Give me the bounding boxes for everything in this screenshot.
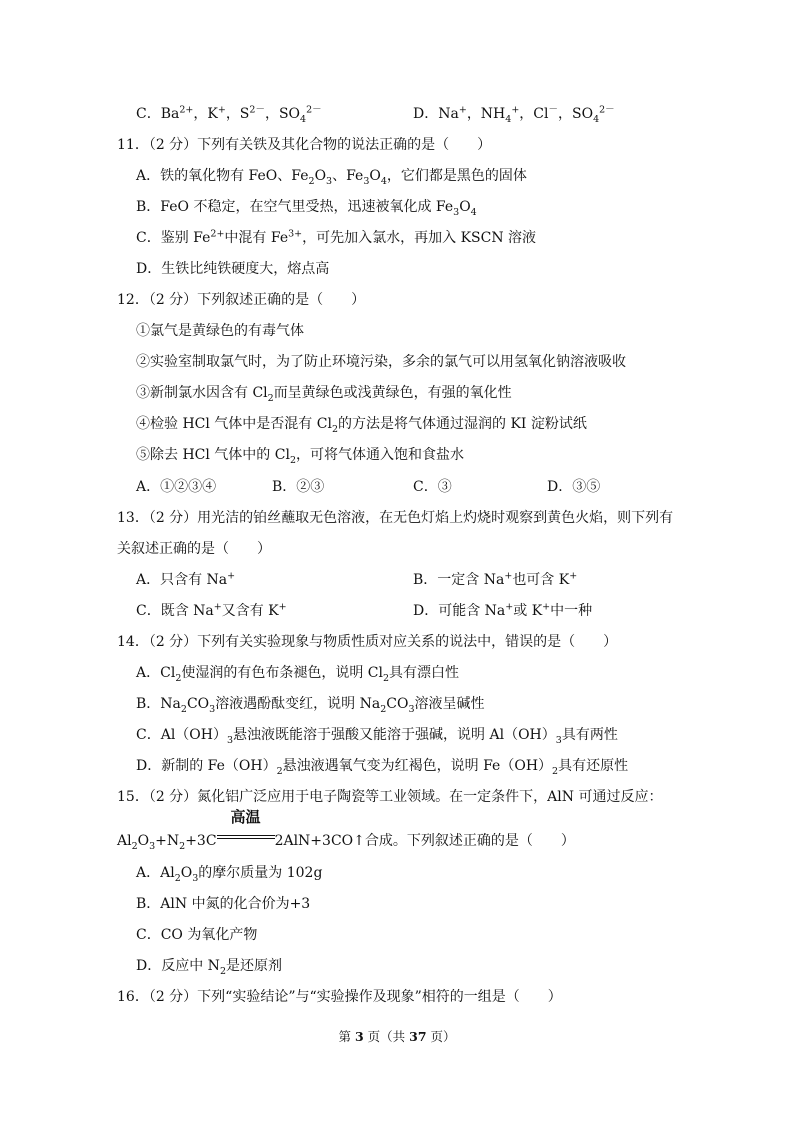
question-13-option-d: D．可能含 Na+或 K+中一种 [413,601,593,619]
page-total: 37 [409,1029,427,1044]
question-12-statement-2: ②实验室制取氯气时，为了防止环境污染，多余的氯气可以用氢氧化钠溶液吸收 [136,354,626,370]
question-13-stem-cont: 关叙述正确的是（ ） [117,541,271,557]
question-12-statement-3: ③新制氯水因含有 $Cl_2$而呈黄绿色或浅黄绿色，有强的氧化性 [136,385,512,404]
question-13-stem: 13．（2 分）用光洁的铂丝蘸取无色溶液，在无色灯焰上灼烧时观察到黄色火焰，则下列有 [117,510,674,526]
question-14-option-c: C．$Al(OH)_3$悬浊液既能溶于强酸又能溶于强碱，说明 $Al(OH)_3$具有两性 [136,727,618,746]
option-c-prev: C．$Ba^{2+}$，K+，$S^{2-}$，$SO_4^{2-}$ [136,104,322,125]
question-12-statement-4: ④检验 HCl 气体中是否混有 $Cl_2$的方法是将气体通过湿润的 KI 淀粉试纸 [136,416,587,435]
option-d-prev: D．Na+，$NH_4^+$，Cl－，$SO_4^{2-}$ [413,104,615,125]
question-12-statement-1: ①氯气是黄绿色的有毒气体 [136,323,304,339]
question-11-option-c: C．鉴别 $Fe^{2+}$中混有 $Fe^{3+}$，可先加入氯水，再加入 KSCN 溶液 [136,228,537,246]
question-11-option-b: B．FeO 不稳定，在空气里受热，迅速被氧化成 $Fe_3O_4$ [136,199,477,218]
question-12-option-a: A．①②③④ [136,479,217,495]
question-12-option-c: C．③ [413,479,452,495]
question-13-option-c: C．既含 Na+又含有 K+ [136,601,287,619]
question-11-option-d: D．生铁比纯铁硬度大，熔点高 [136,261,330,277]
question-15-option-b: B．AlN 中氮的化合价为+3 [136,896,311,912]
question-14-stem: 14．（2 分）下列有关实验现象与物质性质对应关系的说法中，错误的是（ ） [117,634,618,650]
question-15-stem: 15．（2 分）氮化铝广泛应用于电子陶瓷等工业领域。在一定条件下，AlN 可通过反应： [117,789,663,805]
question-15-equation: $Al_2O_3+N_2+3C$ 高温 2AlN+3CO↑合成。下列叙述正确的是（ ） [117,808,575,852]
question-11-option-a: A．铁的氧化物有 FeO、$Fe_2O_3$、$Fe_3O_4$，它们都是黑色的固体 [136,168,527,187]
question-12-stem: 12．（2 分）下列叙述正确的是（ ） [117,292,366,308]
question-14-option-b: B．$Na_2CO_3$溶液遇酚酞变红，说明 $Na_2CO_3$溶液呈碱性 [136,696,485,715]
reaction-condition: 高温 [230,808,261,826]
question-16-stem: 16．（2 分）下列“实验结论”与“实验操作及现象”相符的一组是（ ） [117,989,562,1005]
question-13-option-b: B．一定含 Na+也可含 K+ [413,570,578,588]
page-number: 3 [354,1029,364,1044]
question-14-option-d: D．新制的 $Fe(OH)_2$悬浊液遇氧气变为红褐色，说明 $Fe(OH)_2$具有还原性 [136,758,629,777]
question-15-option-c: C．CO 为氧化产物 [136,927,258,943]
question-15-option-d: D．反应中 $N_2$是还原剂 [136,958,282,977]
question-12-option-b: B．②③ [272,479,325,495]
question-11-stem: 11．（2 分）下列有关铁及其化合物的说法正确的是（ ） [117,137,492,153]
question-15-option-a: A．$Al_2O_3$的摩尔质量为 102g [136,865,323,884]
question-14-option-a: A．$Cl_2$使湿润的有色布条褪色，说明 $Cl_2$具有漂白性 [136,665,460,684]
question-12-statement-5: ⑤除去 HCl 气体中的 $Cl_2$，可将气体通入饱和食盐水 [136,447,464,466]
reaction-arrow [217,808,275,845]
question-12-option-d: D．③⑤ [547,479,601,495]
page-footer: 第 3 页（共 37 页） [338,1029,456,1044]
question-13-option-a: A．只含有 Na+ [136,570,236,588]
